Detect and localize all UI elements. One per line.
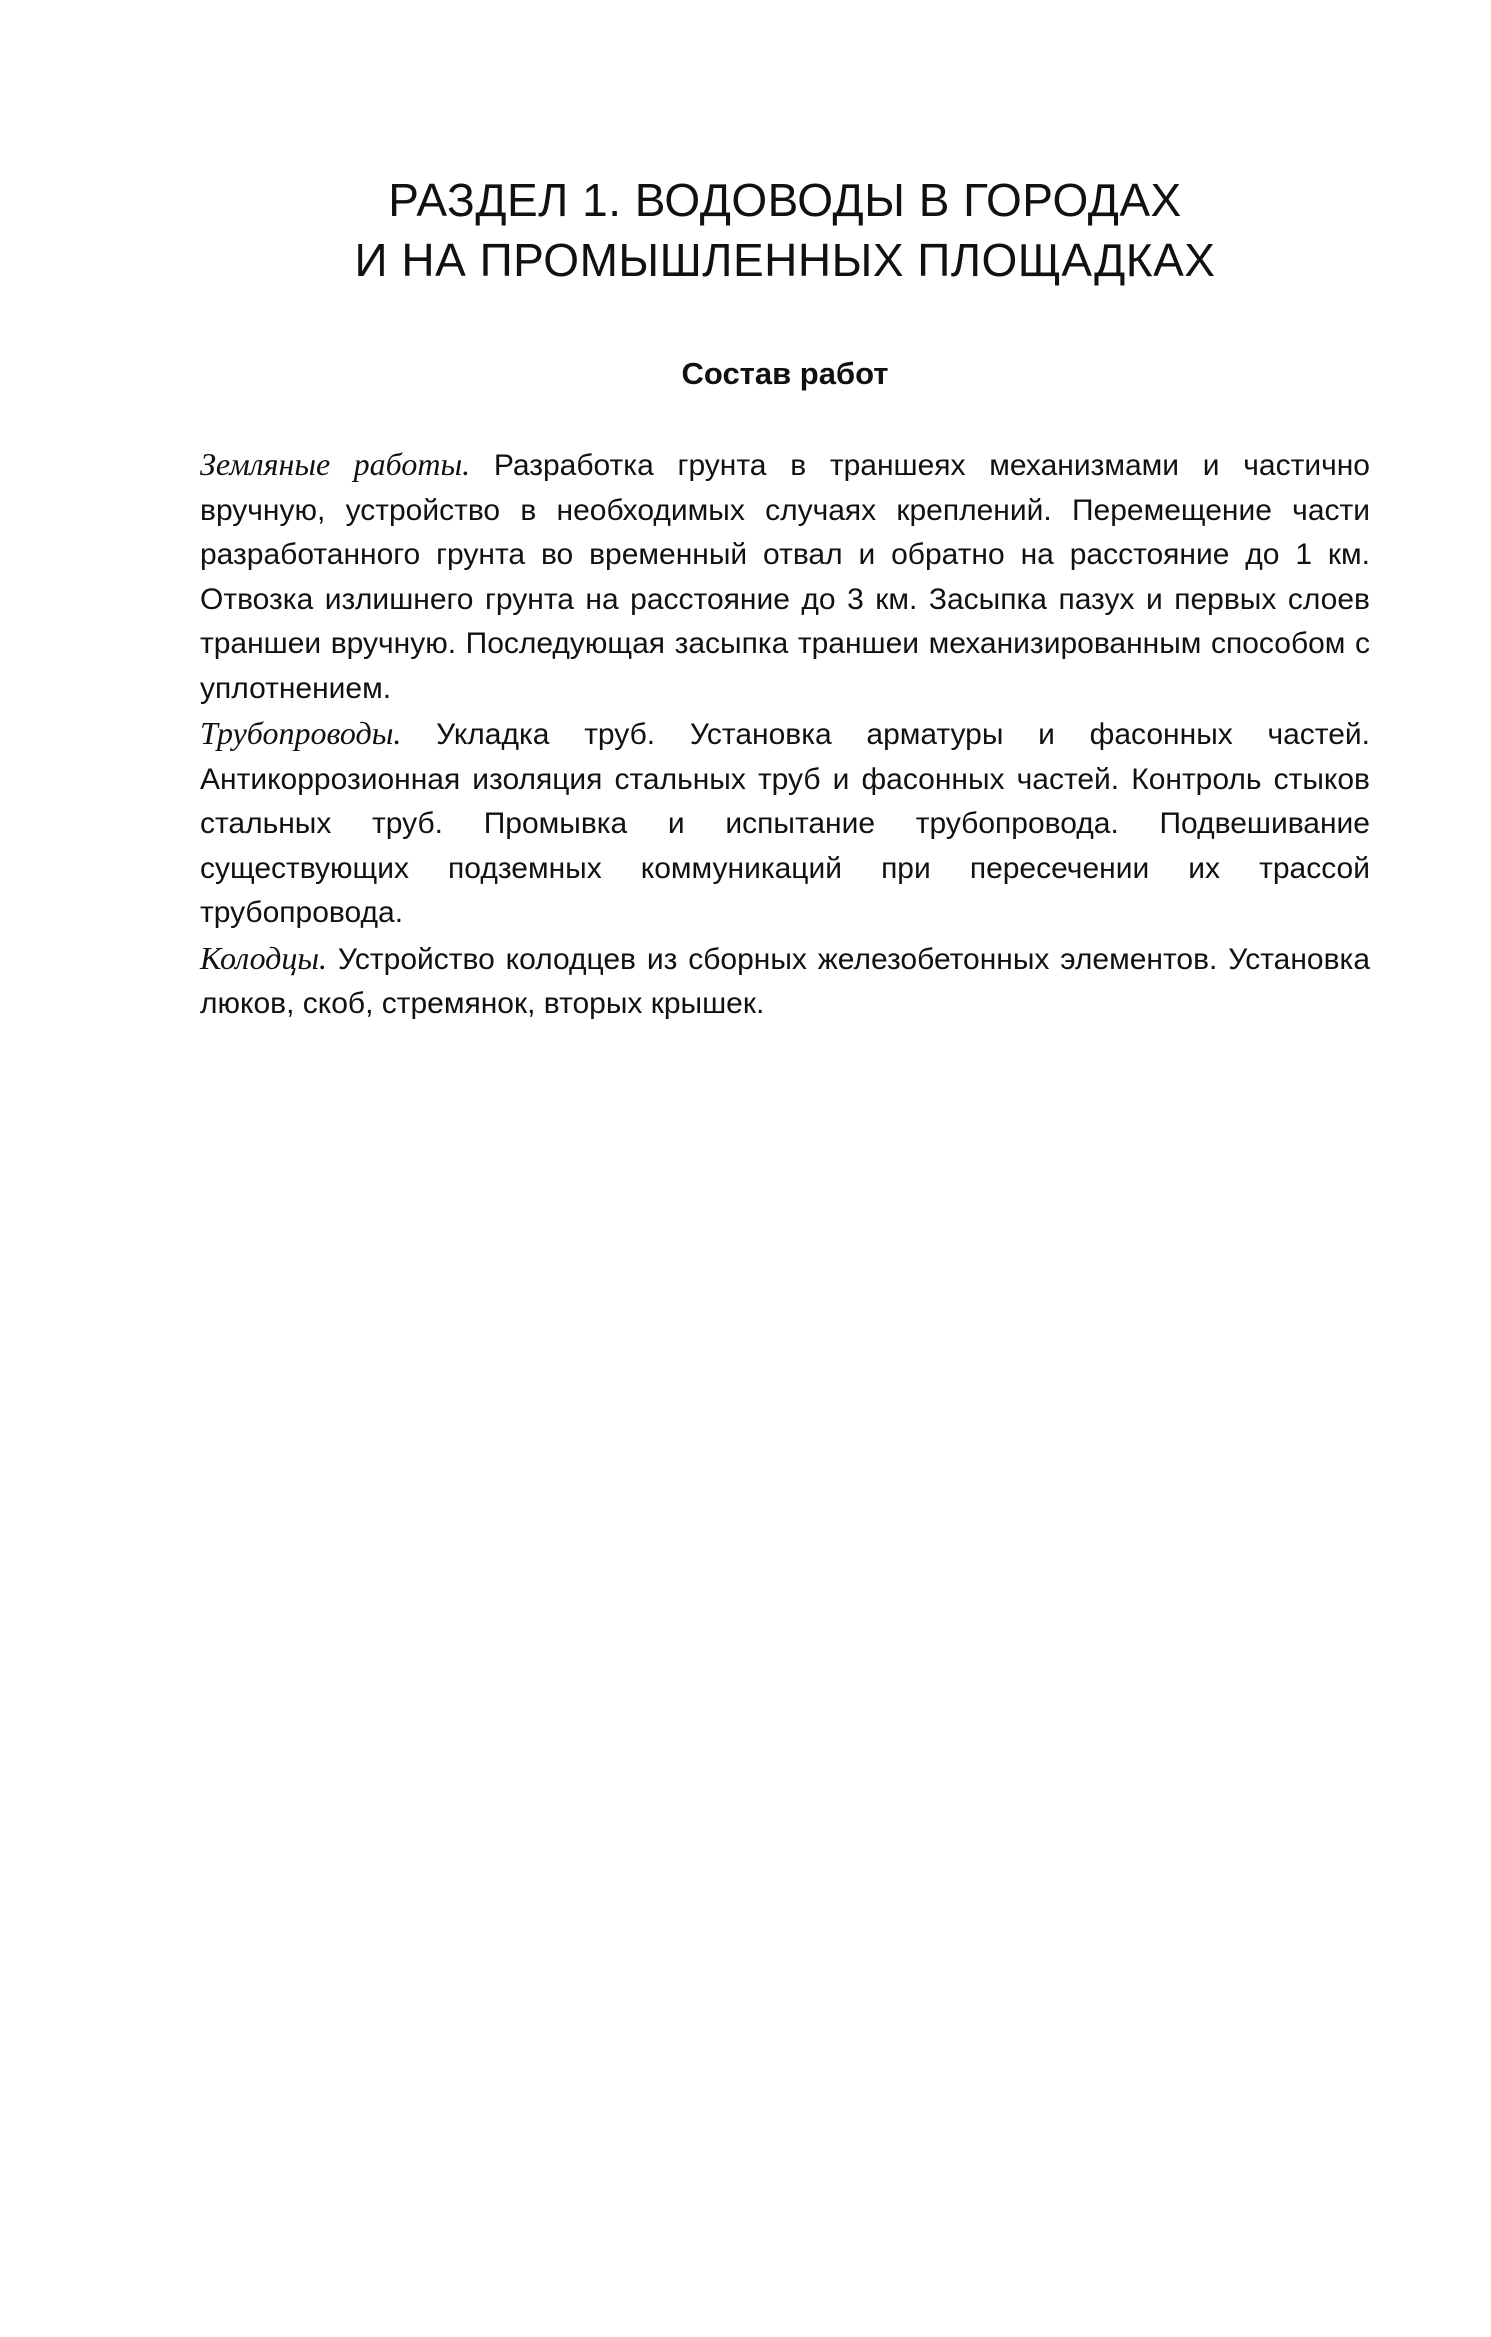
paragraph-earthworks (200, 442, 1370, 711)
paragraph-lead-earthworks: Земляные работы. (200, 446, 471, 482)
paragraph-text-wells: Устройство колодцев из сборных железобетонных элементов. Установка люков, скоб, стремянок, вторых крышек. (200, 942, 1370, 1020)
paragraph-pipelines (200, 711, 1370, 936)
section-title-line-1: РАЗДЕЛ 1. ВОДОВОДЫ В ГОРОДАХ (388, 174, 1182, 226)
section-title-line-2: И НА ПРОМЫШЛЕННЫХ ПЛОЩАДКАХ (354, 234, 1216, 286)
paragraph-lead-wells: Колодцы. (200, 939, 328, 976)
section-title (200, 170, 1370, 290)
work-composition-heading: Состав работ (681, 356, 889, 391)
paragraph-lead-pipelines: Трубопроводы. (200, 715, 402, 751)
paragraph-text-earthworks: Разработка грунта в траншеях механизмами и частично вручную, устройство в необходимых случаях креплений. Перемещение части разработанного грунта во временный отвал и обратно на расстояние до 1 км. Отвозка излишнего грунта на расстояние до 3 км. Засыпка пазух и первых слоев траншеи вручную. Последующая засыпка траншеи механизированным способом с уплотнением. (200, 449, 1370, 705)
document-body (200, 442, 1370, 1027)
paragraph-text-pipelines: Укладка труб. Установка арматуры и фасонных частей. Антикоррозионная изоляция стальных труб и фасонных частей. Контроль стыков стальных труб. Промывка и испытание трубопровода. Подвешивание существующих подземных коммуникаций при пересечении их трассой трубопровода. (200, 718, 1370, 929)
document-page (200, 170, 1370, 1027)
paragraph-wells (200, 936, 1370, 1027)
